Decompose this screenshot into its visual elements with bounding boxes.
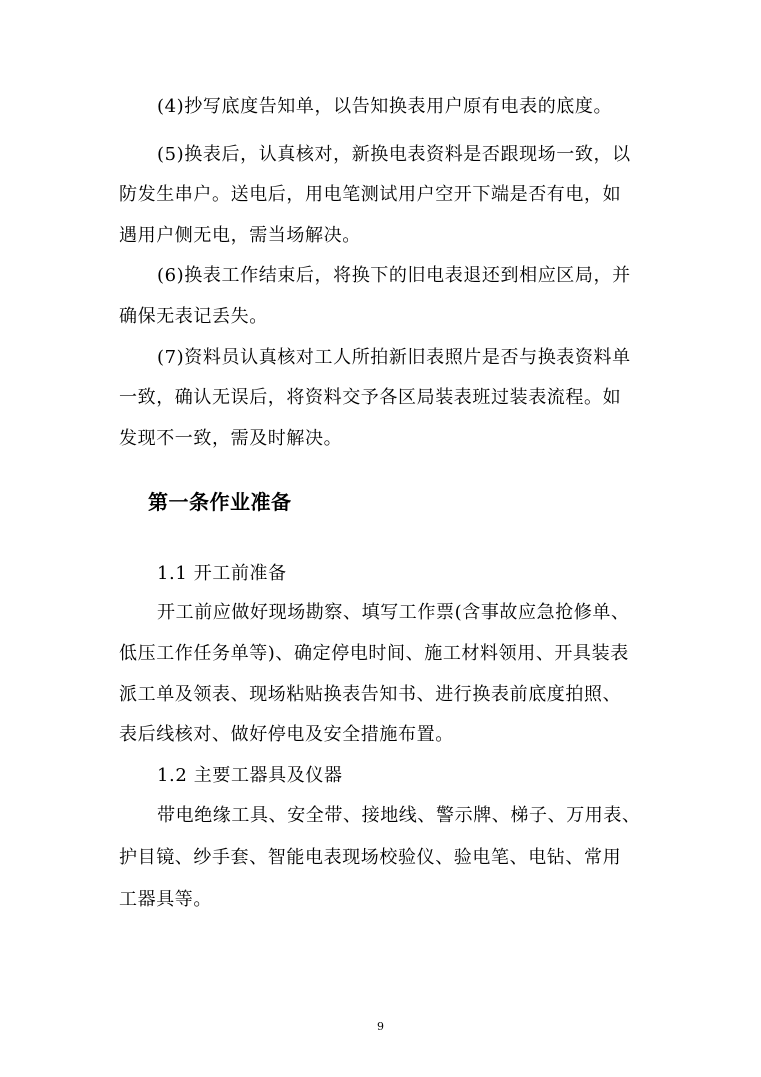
section-heading: 第一条作业准备 [148,490,292,514]
text-line: (6)换表工作结束后，将换下的旧电表退还到相应区局，并 [157,265,631,286]
text-line: 派工单及领表、现场粘贴换表告知书、进行换表前底度拍照、 [119,684,622,705]
subsection-title: 1.1 开工前准备 [157,563,287,584]
text-line: (4)抄写底度告知单，以告知换表用户原有电表的底度。 [157,96,613,117]
text-line: 一致，确认无误后，将资料交予各区局装表班过装表流程。如 [119,387,622,408]
text-line: 确保无表记丢失。 [119,306,268,327]
text-line: 防发生串户。送电后，用电笔测试用户空开下端是否有电，如 [119,184,622,205]
text-line: 表后线核对、做好停电及安全措施布置。 [119,724,454,745]
text-line: (5)换表后，认真核对，新换电表资料是否跟现场一致，以 [157,144,631,165]
text-line: 低压工作任务单等)、确定停电时间、施工材料领用、开具装表 [119,643,629,664]
subsection-title: 1.2 主要工器具及仪器 [157,765,343,786]
text-line: 工器具等。 [119,889,212,910]
text-line: (7)资料员认真核对工人所拍新旧表照片是否与换表资料单 [157,347,631,368]
page-number: 9 [377,1020,384,1033]
text-line: 遇用户侧无电，需当场解决。 [119,225,361,246]
text-line: 发现不一致，需及时解决。 [119,428,343,449]
text-line: 护目镜、纱手套、智能电表现场校验仪、验电笔、电钻、常用 [119,847,622,868]
text-line: 带电绝缘工具、安全带、接地线、警示牌、梯子、万用表、 [157,805,641,826]
text-line: 开工前应做好现场勘察、填写工作票(含事故应急抢修单、 [157,602,630,623]
